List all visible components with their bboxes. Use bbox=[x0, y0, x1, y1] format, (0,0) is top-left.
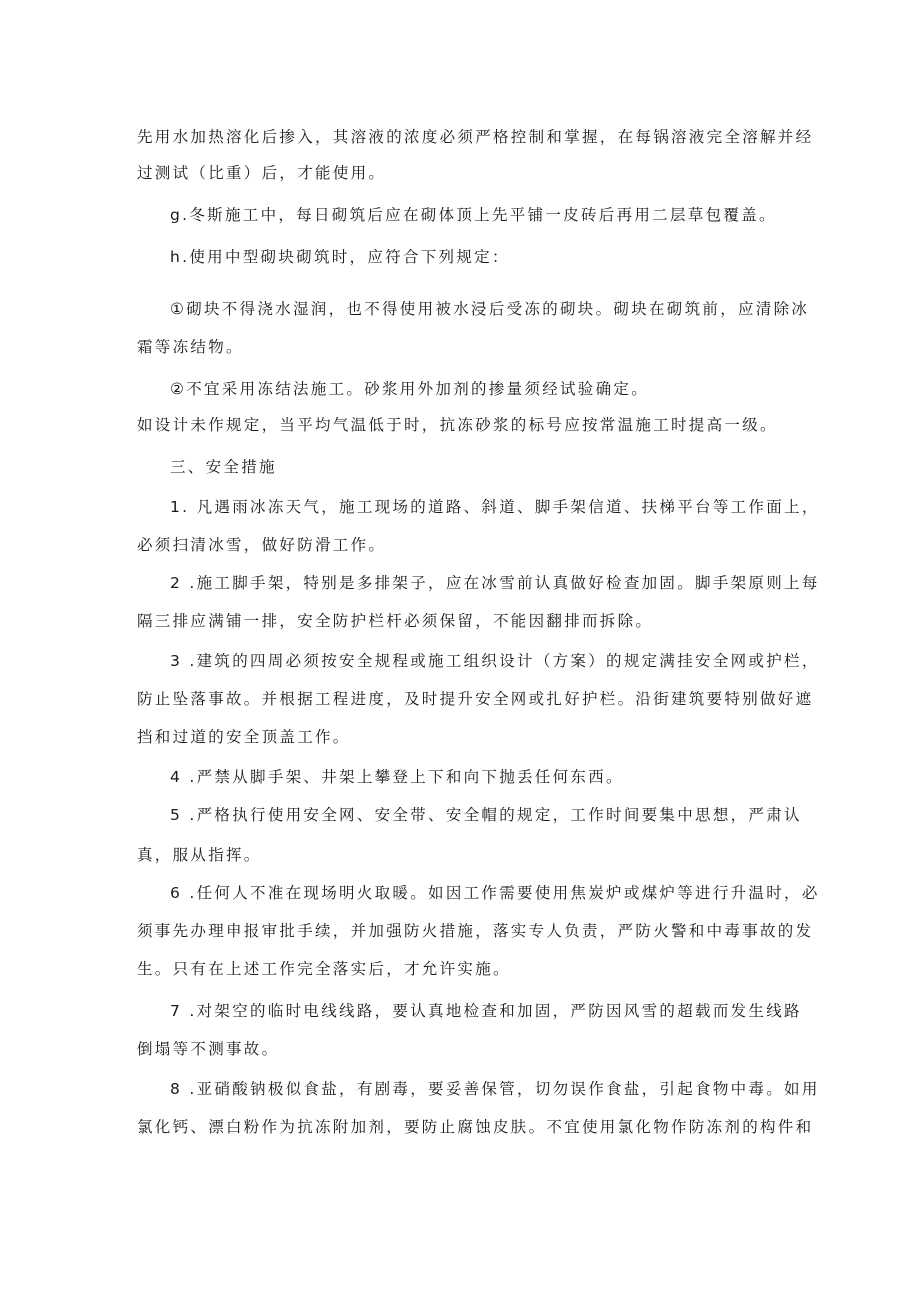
text-line: 3 .建筑的四周必须按安全规程或施工组织设计（方案）的规定满挂安全网或护栏， bbox=[170, 652, 820, 670]
text-line: 氯化钙、漂白粉作为抗冻附加剂，要防止腐蚀皮肤。不宜使用氯化物作防冻剂的构件和 bbox=[137, 1118, 814, 1136]
text-line: 先用水加热溶化后掺入，其溶液的浓度必须严格控制和掌握，在每锅溶液完全溶解并经 bbox=[137, 128, 814, 146]
text-line: ①砌块不得浇水湿润，也不得使用被水浸后受冻的砌块。砌块在砌筑前，应清除冰 bbox=[170, 300, 810, 318]
text-line: h.使用中型砌块砌筑时，应符合下列规定： bbox=[170, 248, 510, 266]
text-line: 生。只有在上述工作完全落实后，才允许实施。 bbox=[137, 960, 511, 978]
text-line: 隔三排应满铺一排，安全防护栏杆必须保留，不能因翻排而拆除。 bbox=[137, 612, 654, 630]
section-heading: 三、安全措施 bbox=[170, 458, 277, 476]
text-line: 4 .严禁从脚手架、井架上攀登上下和向下抛丢任何东西。 bbox=[170, 768, 624, 786]
text-line: g.冬斯施工中，每日砌筑后应在砌体顶上先平铺一皮砖后再用二层草包覆盖。 bbox=[170, 206, 777, 224]
text-line: 过测试（比重）后，才能使用。 bbox=[137, 164, 387, 182]
text-line: 必须扫清冰雪，做好防滑工作。 bbox=[137, 536, 387, 554]
text-line: 霜等冻结物。 bbox=[137, 338, 244, 356]
text-line: 真，服从指挥。 bbox=[137, 846, 262, 864]
text-line: 7 .对架空的临时电线线路，要认真地检查和加固，严防因风雪的超载而发生线路 bbox=[170, 1002, 802, 1020]
text-line: 5 .严格执行使用安全网、安全带、安全帽的规定，工作时间要集中思想，严肃认 bbox=[170, 806, 802, 824]
text-line: 防止坠落事故。并根据工程进度，及时提升安全网或扎好护栏。沿街建筑要特别做好遮 bbox=[137, 690, 814, 708]
text-line: 倒塌等不测事故。 bbox=[137, 1040, 280, 1058]
text-line: 2 .施工脚手架，特别是多排架子，应在冰雪前认真做好检查加固。脚手架原则上每 bbox=[170, 574, 820, 592]
text-line: 挡和过道的安全顶盖工作。 bbox=[137, 728, 351, 746]
text-line: 6 .任何人不准在现场明火取暖。如因工作需要使用焦炭炉或煤炉等进行升温时，必 bbox=[170, 884, 820, 902]
text-line: 如设计未作规定，当平均气温低于时，抗冻砂浆的标号应按常温施工时提高一级。 bbox=[137, 416, 778, 434]
text-line: 8 .亚硝酸钠极似食盐，有剧毒，要妥善保管，切勿误作食盐，引起食物中毒。如用 bbox=[170, 1080, 820, 1098]
text-line: ②不宜采用冻结法施工。砂浆用外加剂的掺量须经试验确定。 bbox=[170, 380, 649, 398]
text-line: 须事先办理申报审批手续，并加强防火措施，落实专人负责，严防火警和中毒事故的发 bbox=[137, 922, 814, 940]
text-line: 1. 凡遇雨冰冻天气，施工现场的道路、斜道、脚手架信道、扶梯平台等工作面上， bbox=[170, 498, 820, 516]
